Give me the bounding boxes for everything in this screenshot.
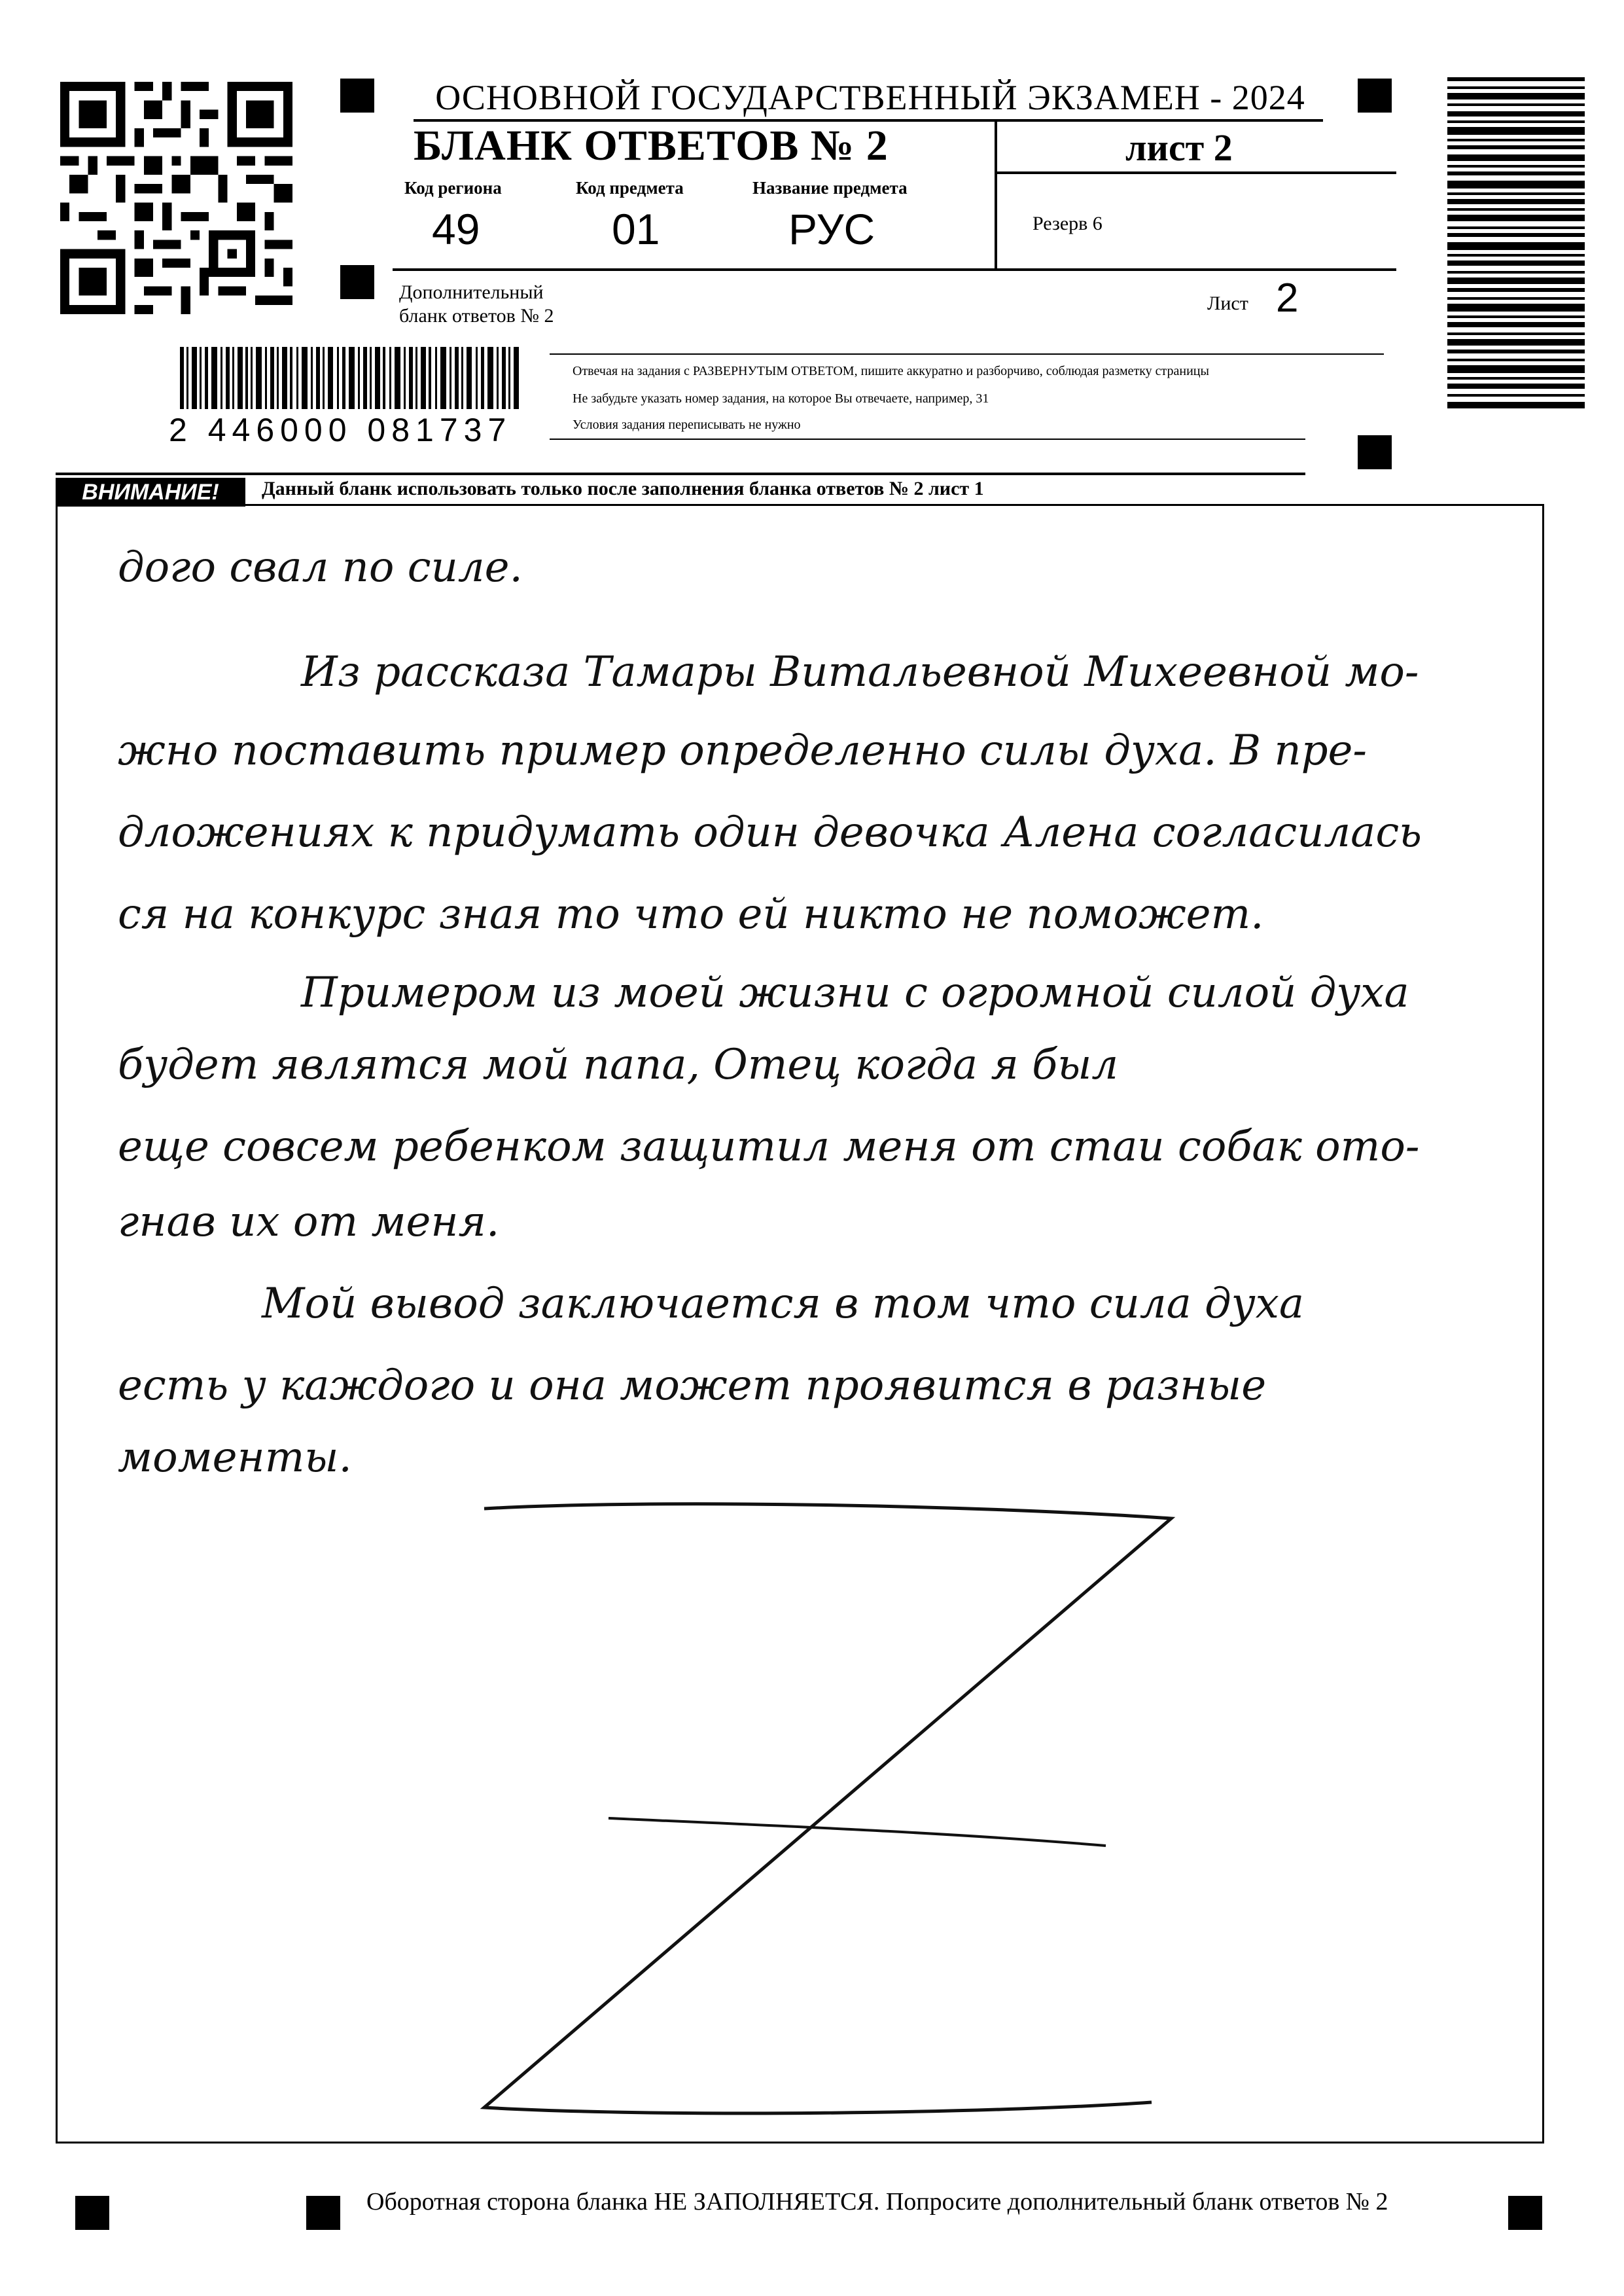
warning-badge: ВНИМАНИЕ!	[56, 478, 245, 507]
instruction-line: Отвечая на задания с РАЗВЕРНУТЫМ ОТВЕТОМ, пишите аккуратно и разборчиво, соблюдая разметку страницы	[573, 364, 1209, 378]
warning-text: Данный бланк использовать только после заполнения бланка ответов № 2 лист 1	[262, 478, 984, 499]
sheet-number-label: Лист	[1207, 293, 1248, 314]
additional-label: Дополнительный	[399, 281, 544, 303]
form-title: БЛАНК ОТВЕТОВ № 2	[414, 122, 889, 170]
region-value: 49	[432, 205, 480, 253]
handwritten-line: есть у каждого и она может проявится в разные	[118, 1361, 1267, 1410]
sheet-number-value: 2	[1276, 276, 1299, 321]
footer-note: Оборотная сторона бланка НЕ ЗАПОЛНЯЕТСЯ. Попросите дополнительный бланк ответов № 2	[366, 2188, 1388, 2215]
reserve-label: Резерв 6	[1033, 213, 1103, 234]
instruction-line: Не забудьте указать номер задания, на которое Вы отвечаете, например, 31	[573, 391, 989, 406]
handwritten-line: жно поставить пример определенно силы духа. В пре-	[118, 726, 1368, 775]
handwritten-line: ся на конкурс зная то что ей никто не поможет.	[118, 890, 1264, 939]
subject-code-value: 01	[612, 205, 660, 253]
handwritten-line: будет являтся мой папа, Отец когда я был	[118, 1041, 1119, 1089]
sheet-label: лист 2	[1125, 126, 1233, 169]
instruction-line: Условия задания переписывать не нужно	[573, 418, 801, 432]
subject-name-value: РУС	[788, 205, 875, 253]
barcode-digits: 2 446000 081737	[169, 412, 512, 448]
handwritten-line: дложениях к придумать один девочка Алена согласилась	[118, 808, 1422, 857]
subject-code-label: Код предмета	[576, 178, 684, 198]
additional-label: бланк ответов № 2	[399, 305, 554, 327]
handwritten-line: гнав их от меня.	[118, 1198, 500, 1246]
handwritten-line: дого свал по силе.	[118, 543, 523, 592]
subject-name-label: Название предмета	[752, 178, 908, 198]
handwritten-line: Из рассказа Тамары Витальевной Михеевной мо-	[301, 648, 1419, 696]
region-label: Код региона	[404, 178, 502, 198]
handwritten-line: еще совсем ребенком защитил меня от стаи собак ото-	[118, 1122, 1420, 1171]
handwritten-line: моменты.	[118, 1433, 352, 1482]
handwritten-line: Примером из моей жизни с огромной силой духа	[301, 969, 1409, 1017]
handwritten-line: Мой вывод заключается в том что сила духа	[262, 1280, 1304, 1328]
exam-title: ОСНОВНОЙ ГОСУДАРСТВЕННЫЙ ЭКЗАМЕН - 2024	[435, 78, 1305, 117]
